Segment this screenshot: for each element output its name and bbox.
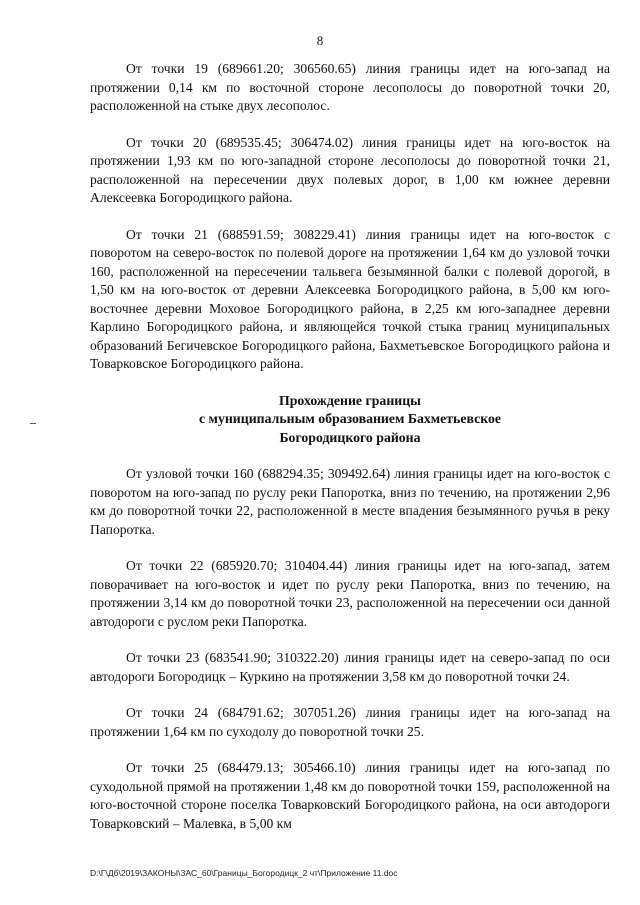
section-heading-line-3: Богородицкого района [279, 429, 421, 445]
paragraph-point-20: От точки 20 (689535.45; 306474.02) линия границы идет на юго-восток на протяжении 1,93 км по юго-западной стороне лесополосы до поворотной точки 21, расположенной на пересечении двух полевых дорог, в 1,00 км южнее деревни Алексеевка Богородицкого района. [90, 134, 610, 205]
page-number: 8 [316, 33, 324, 48]
paragraph-point-23: От точки 23 (683541.90; 310322.20) линия границы идет на северо-запад по оси автодороги Богородицк – Куркино на протяжении 3,58 км до поворотной точки 24. [90, 650, 610, 684]
footer-file-path: D:\Г\Дб\2019\ЗАКОНЫ\ЗАС_60\Границы_Богородицк_2 чт\Приложение 11.doc [90, 868, 398, 878]
paragraph-point-22: От точки 22 (685920.70; 310404.44) линия границы идет на юго-запад, затем поворачивает на юго-восток и идет по руслу реки Папоротка, вниз по течению, на протяжении 3,14 км до поворотной точки 23, расположенной на пересечении оси данной автодороги с руслом реки Папоротка. [90, 558, 610, 629]
document-body [90, 60, 610, 851]
section-heading-line-1: Прохождение границы [279, 392, 421, 408]
paragraph-point-24: От точки 24 (684791.62; 307051.26) линия границы идет на юго-запад на протяжении 1,64 км по суходолу до поворотной точки 25. [90, 705, 610, 739]
section-heading-line-2: с муниципальным образованием Бахметьевское [198, 411, 501, 426]
paragraph-point-19: От точки 19 (689661.20; 306560.65) линия границы идет на юго-запад на протяжении 0,14 км по восточной стороне лесополосы до поворотной точки 20, расположенной на стыке двух лесополос. [90, 61, 610, 113]
margin-mark [30, 423, 36, 424]
paragraph-point-25: От точки 25 (684479.13; 305466.10) линия границы идет на юго-запад по суходольной прямой на протяжении 1,48 км до поворотной точки 159, расположенной на юго-восточной стороне поселка Товарковский Богородицкого района, на оси автодороги Товарковский – Малевка, в 5,00 км [90, 760, 610, 831]
paragraph-point-21: От точки 21 (688591.59; 308229.41) линия границы идет на юго-восток с поворотом на северо-восток по полевой дороге на протяжении 1,64 км до узловой точки 160, расположенной на пересечении тальвега безымянной балки с полевой дорогой, в 1,50 км на юго-восток от деревни Алексеевка Богородицкого района, в 5,00 км юго-восточнее деревни Моховое Богородицкого района, в 2,25 км юго-западнее деревни Карлино Богородицкого района, и являющейся точкой стыка границ муниципальных образований Бегичевское Богородицкого района, Бахметьевское Богородицкого района и Товарковское Богородицкого района. [90, 226, 610, 371]
section-heading [90, 392, 610, 448]
paragraph-point-160: От узловой точки 160 (688294.35; 309492.64) линия границы идет на юго-восток с поворотом на юго-запад по руслу реки Папоротка, вниз по течению, на протяжении 2,96 км до поворотной точки 22, расположенной в месте впадения безымянного ручья в реку Папоротка. [90, 466, 610, 537]
